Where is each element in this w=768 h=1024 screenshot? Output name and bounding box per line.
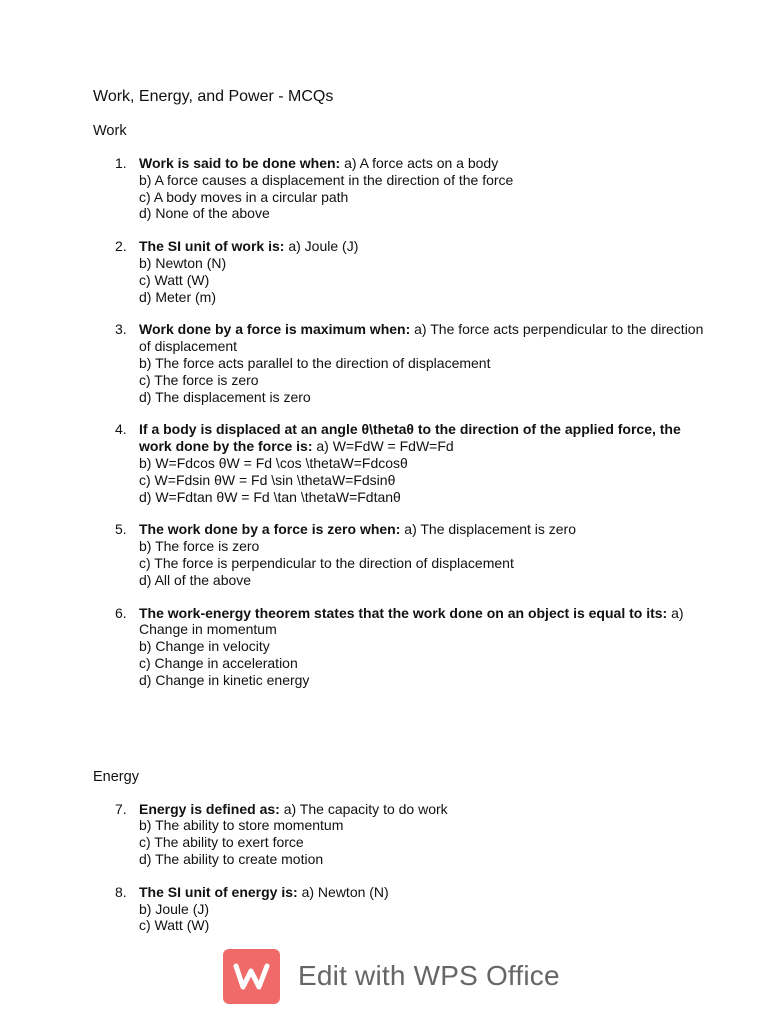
answer-option: a) Newton (N) [301,883,389,900]
section-heading: Work [93,123,127,139]
question-item [93,155,713,222]
answer-option: b) Newton (N) [139,254,227,271]
wps-logo-icon [223,949,280,1004]
question-number: 8. [115,883,127,900]
question-number: 5. [115,521,127,538]
wps-watermark-text: Edit with WPS Office [298,960,560,991]
answer-option: b) The force acts parallel to the direction of displacement [139,354,491,371]
question-stem: Work is said to be done when: [139,155,341,171]
answer-option: c) The force is perpendicular to the direction of displacement [139,554,514,571]
wps-watermark[interactable] [223,948,560,1004]
answer-option: d) The displacement is zero [139,388,311,405]
answer-option: b) Joule (J) [139,900,210,917]
question-item [93,801,713,868]
question-number: 2. [115,238,127,255]
question-stem: If a body is displaced at an angle θ\thetaθ to the direction of the applied force, the work done by the force is: [139,421,681,455]
answer-option: d) All of the above [139,571,252,588]
question-item [93,238,713,305]
question-item [93,421,713,505]
answer-option: b) Change in velocity [139,638,270,655]
question-number: 4. [115,421,127,438]
answer-option: a) The displacement is zero [404,521,576,538]
answer-option: c) The ability to exert force [139,834,304,851]
answer-option: d) Change in kinetic energy [139,671,310,688]
answer-option: c) Change in acceleration [139,654,298,671]
question-number: 7. [115,800,127,817]
answer-option: d) Meter (m) [139,288,216,305]
answer-option: b) The ability to store momentum [139,817,344,834]
answer-option: a) A force acts on a body [344,155,499,171]
question-stem: The work-energy theorem states that the work done on an object is equal to its: [139,604,668,621]
answer-option: a) Joule (J) [288,238,359,255]
answer-option: d) The ability to create motion [139,850,324,867]
sections [93,121,713,934]
answer-option: c) A body moves in a circular path [139,188,349,205]
question-stem: The SI unit of energy is: [139,883,298,900]
answer-option: b) W=Fdcos θW = Fd \cos \thetaW=Fdcosθ [139,454,408,471]
answer-option: c) W=Fdsin θW = Fd \sin \thetaW=Fdsinθ [139,471,396,488]
section-spacer [93,705,713,767]
question-item [93,605,713,689]
answer-option: d) W=Fdtan θW = Fd \tan \thetaW=Fdtanθ [139,488,401,505]
answer-option: a) Change in momentum [139,604,684,638]
answer-option: c) Watt (W) [139,271,210,288]
document-page [93,86,713,950]
question-number: 6. [115,604,127,621]
question-stem: Energy is defined as: [139,800,280,817]
answer-option: b) A force causes a displacement in the direction of the force [139,171,514,188]
question-stem: The SI unit of work is: [139,238,285,255]
question-number: 3. [115,321,127,338]
answer-option: c) Watt (W) [139,917,210,934]
question-item [93,521,713,588]
question-number: 1. [115,155,127,171]
question-stem: Work done by a force is maximum when: [139,321,411,338]
question-item [93,321,713,405]
question-item [93,884,713,934]
answer-option: a) The capacity to do work [283,800,448,817]
answer-option: d) None of the above [139,205,270,222]
question-stem: The work done by a force is zero when: [139,521,401,538]
document-title: Work, Energy, and Power - MCQs [93,88,334,105]
answer-option: a) W=FdW = FdW=Fd [316,438,454,455]
section-heading: Energy [93,768,139,785]
answer-option: b) The force is zero [139,538,260,555]
answer-option: a) The force acts perpendicular to the direction of displacement [139,321,704,355]
answer-option: c) The force is zero [139,371,259,388]
